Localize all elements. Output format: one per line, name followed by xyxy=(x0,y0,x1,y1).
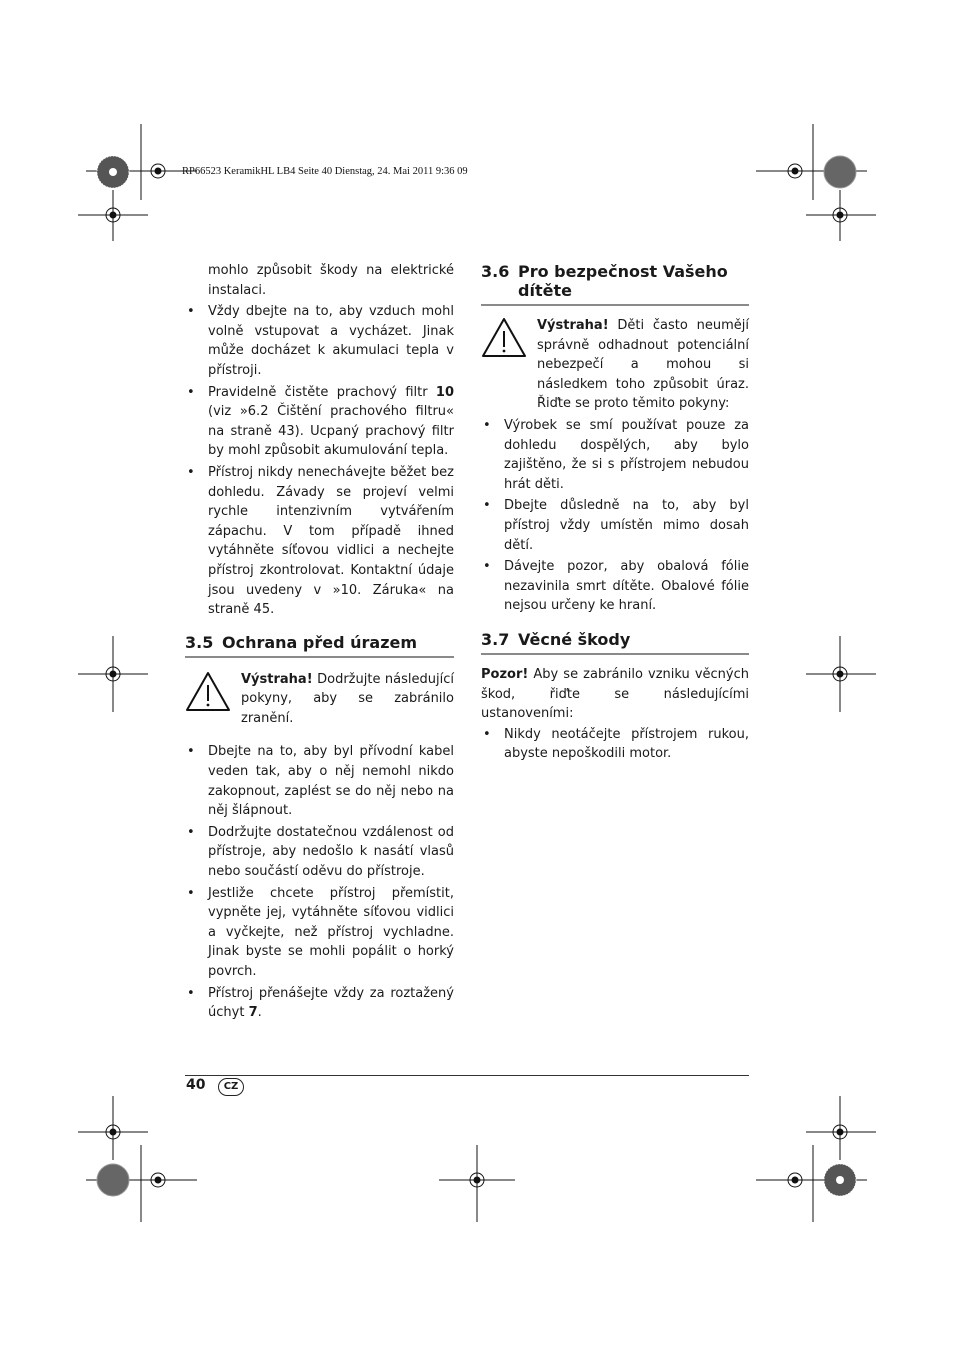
s37-bullet-list xyxy=(481,725,749,764)
warning-label: Výstraha! xyxy=(537,318,609,333)
page-number: 40 xyxy=(186,1077,206,1093)
warning-label: Výstraha! xyxy=(241,671,313,687)
intro-continued: mohlo způsobit škody na elektrické instalaci. xyxy=(208,263,454,298)
s36-bullet-list xyxy=(481,416,749,616)
list-item: • Jestliže chcete přístroj přemístit, vypněte jej, vytáhněte síťovou vidlici a vyčkejte, než přístroj vychladne. Jinak byste se mohli popálit o horký povrch. xyxy=(185,884,454,982)
footer-rule xyxy=(185,1075,749,1076)
caution-paragraph xyxy=(481,665,749,724)
section-3-5-heading: 3.5 Ochrana před úrazem xyxy=(185,633,454,658)
top-bullet-list xyxy=(185,302,454,620)
section-3-6-heading: 3.6 Pro bezpečnost Vašeho dítěte xyxy=(481,262,749,306)
list-item: • Dbejte na to, aby byl přívodní kabel veden tak, aby o něj nemohl nikdo zakopnout, zaplést se do něj nebo na něj šlápnout. xyxy=(185,742,454,820)
list-item: • Výrobek se smí používat pouze za dohledu dospělých, aby bylo zajištěno, že si s přístrojem nebudou hrát děti. xyxy=(481,416,749,494)
section-3-7-heading: 3.7 Věcné škody xyxy=(481,630,749,655)
print-header: RP66523 KeramikHL LB4 Seite 40 Dienstag, 24. Mai 2011 9:36 09 xyxy=(182,166,468,177)
warning-triangle-icon xyxy=(481,316,527,358)
list-item: • Přístroj nikdy nenechávejte běžet bez dohledu. Závady se projeví velmi rychle intenzivním vytvářením zápachu. V tom případě ihned vytáhněte síťovou vidlici a nechejte přístroj zkontrolovat. Kontaktní údaje jsou uvedeny v »10. Záruka« na straně 45. xyxy=(185,463,454,620)
list-item: • Dávejte pozor, aby obalová fólie nezavinila smrt dítěte. Obalové fólie nejsou určeny ke hraní. xyxy=(481,557,749,616)
right-column xyxy=(481,262,749,766)
list-item: • Pravidelně čistěte prachový filtr 10 (viz »6.2 Čištění prachového filtru« na straně 43). Ucpaný prachový filtr by mohl způsobit akumulování tepla. xyxy=(185,383,454,461)
warning-triangle-icon xyxy=(185,670,231,712)
warning-text: Dodržujte následující pokyny, aby se zabránilo zranění. xyxy=(241,671,454,726)
warning-box-3-5 xyxy=(185,670,454,729)
list-item: • Vždy dbejte na to, aby vzduch mohl volně vstupovat a vycházet. Jinak může docházet k akumulaci tepla v přístroji. xyxy=(185,302,454,380)
list-item: • Dbejte důsledně na to, aby byl přístroj vždy umístěn mimo dosah dětí. xyxy=(481,496,749,555)
warning-box-3-6 xyxy=(481,316,749,414)
warning-text: Děti často neumějí správně odhadnout potenciální nebezpečí a mohou si následkem toho způsobit úraz. Řiďte se proto těmito pokyny: xyxy=(537,318,749,412)
list-item: • Dodržujte dostatečnou vzdálenost od přístroje, aby nedošlo k nasátí vlasů nebo součástí oděvu do přístroje. xyxy=(185,823,454,882)
caution-text: Aby se zabránilo vzniku věcných škod, řiďte se následujícími ustanoveními: xyxy=(481,666,749,722)
s35-bullet-list xyxy=(185,742,454,1022)
left-column xyxy=(185,261,454,1025)
language-badge: CZ xyxy=(218,1078,244,1096)
caution-label: Pozor! xyxy=(481,666,529,682)
list-item: • Přístroj přenášejte vždy za roztažený úchyt 7. xyxy=(185,984,454,1023)
list-item: • Nikdy neotáčejte přístrojem rukou, abyste nepoškodili motor. xyxy=(481,725,749,764)
